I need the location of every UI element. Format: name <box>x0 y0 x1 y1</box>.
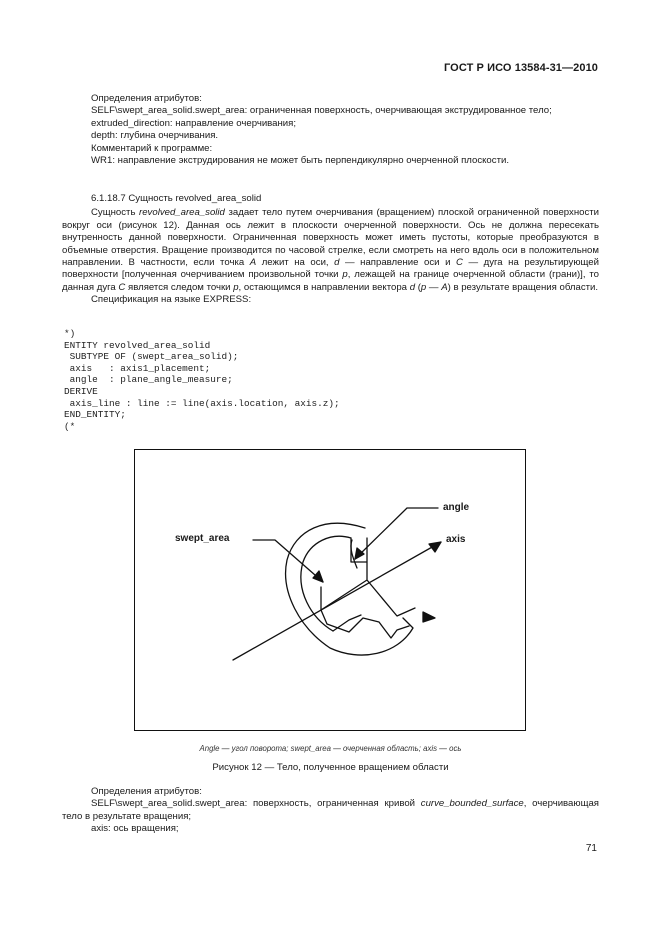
code-line: *) <box>64 328 76 339</box>
defs-title: Определения атрибутов: <box>91 786 202 797</box>
express-code-block <box>64 328 340 432</box>
swept-area-arrowhead <box>313 571 323 582</box>
figure-label-axis: axis <box>446 534 466 545</box>
code-line: END_ENTITY; <box>64 409 126 421</box>
figure-label-angle: angle <box>443 502 470 513</box>
page-number: 71 <box>585 843 597 854</box>
defs-title: Определения атрибутов: <box>91 93 202 104</box>
code-line: angle : plane_angle_measure; <box>64 374 233 386</box>
code-line: DERIVE <box>64 385 98 397</box>
express-spec-title: Спецификация на языке EXPRESS: <box>91 294 252 306</box>
swept-profile <box>321 538 415 616</box>
extruded-direction-definition: extruded_direction: направление очерчивания; <box>91 117 297 129</box>
code-line: SUBTYPE OF (swept_area_solid); <box>64 351 239 363</box>
section-heading: 6.1.18.7 Сущность revolved_area_solid <box>91 193 262 204</box>
lower-profile-edge <box>333 615 361 631</box>
revolved-solid-diagram <box>135 450 527 732</box>
swept-area-definition: SELF\swept_area_solid.swept_area: поверхность, ограниченная кривой curve_bounded_surface, очерчивающая тело в результате вращения; <box>62 798 600 822</box>
wr1-rule: WR1: направление экструдирования не может быть перпендикулярно очерченной плоскости. <box>91 155 509 167</box>
figure-caption: Рисунок 12 — Тело, полученное вращением области <box>212 762 449 773</box>
code-line: ENTITY revolved_area_solid <box>64 339 211 351</box>
section-paragraph: Сущность revolved_area_solid задает тело путем очерчивания (вращением) плоской ограниченной поверхности вокруг оси (рисунок 12). Данная ось лежит в плоскости очерченной поверхности. Ось не должна пересекать внутренность данной поверхности. Ограниченная поверхность может иметь пустоты, которые преобразуются в объемные отверстия. Вращение производится по часовой стрелке, если смотреть на него вдоль оси в положительном направлении. В частности, если точка A лежит на оси, d — направление оси и C — дуга на результирующей поверхности [полученная очерчиванием произвольной точки p, лежащей на границе очерченной области (грани)], то данная дуга C является следом точки p, остающимся в направлении вектора d (p — A) в результате вращения области. <box>62 207 600 293</box>
rotation-arrowhead <box>423 612 435 622</box>
figure-12 <box>134 449 526 731</box>
angle-arrowhead <box>355 548 364 559</box>
axis-arrowhead <box>429 542 441 552</box>
axis-definition: axis: ось вращения; <box>91 823 179 835</box>
code-line: axis_line : line := line(axis.location, axis.z); <box>64 397 340 409</box>
code-line: axis : axis1_placement; <box>64 362 211 374</box>
section-revolved-area-solid <box>62 193 599 307</box>
figure-label-swept-area: swept_area <box>175 533 230 544</box>
document-header: ГОСТ Р ИСО 13584-31—2010 <box>443 62 598 74</box>
bottom-attribute-definitions <box>62 786 599 836</box>
axis-line <box>233 542 441 660</box>
figure-legend: Angle — угол поворота; swept_area — очерченная область; axis — ось <box>199 744 462 753</box>
comment-title: Комментарий к программе: <box>91 142 213 154</box>
code-line: (* <box>64 420 76 432</box>
swept-area-definition: SELF\swept_area_solid.swept_area: ограниченная поверхность, очерчивающая экструдированное тело; <box>91 105 552 117</box>
top-attribute-definitions <box>62 93 599 167</box>
depth-definition: depth: глубина очерчивания. <box>91 130 219 142</box>
revolved-outer-surface <box>286 523 413 655</box>
